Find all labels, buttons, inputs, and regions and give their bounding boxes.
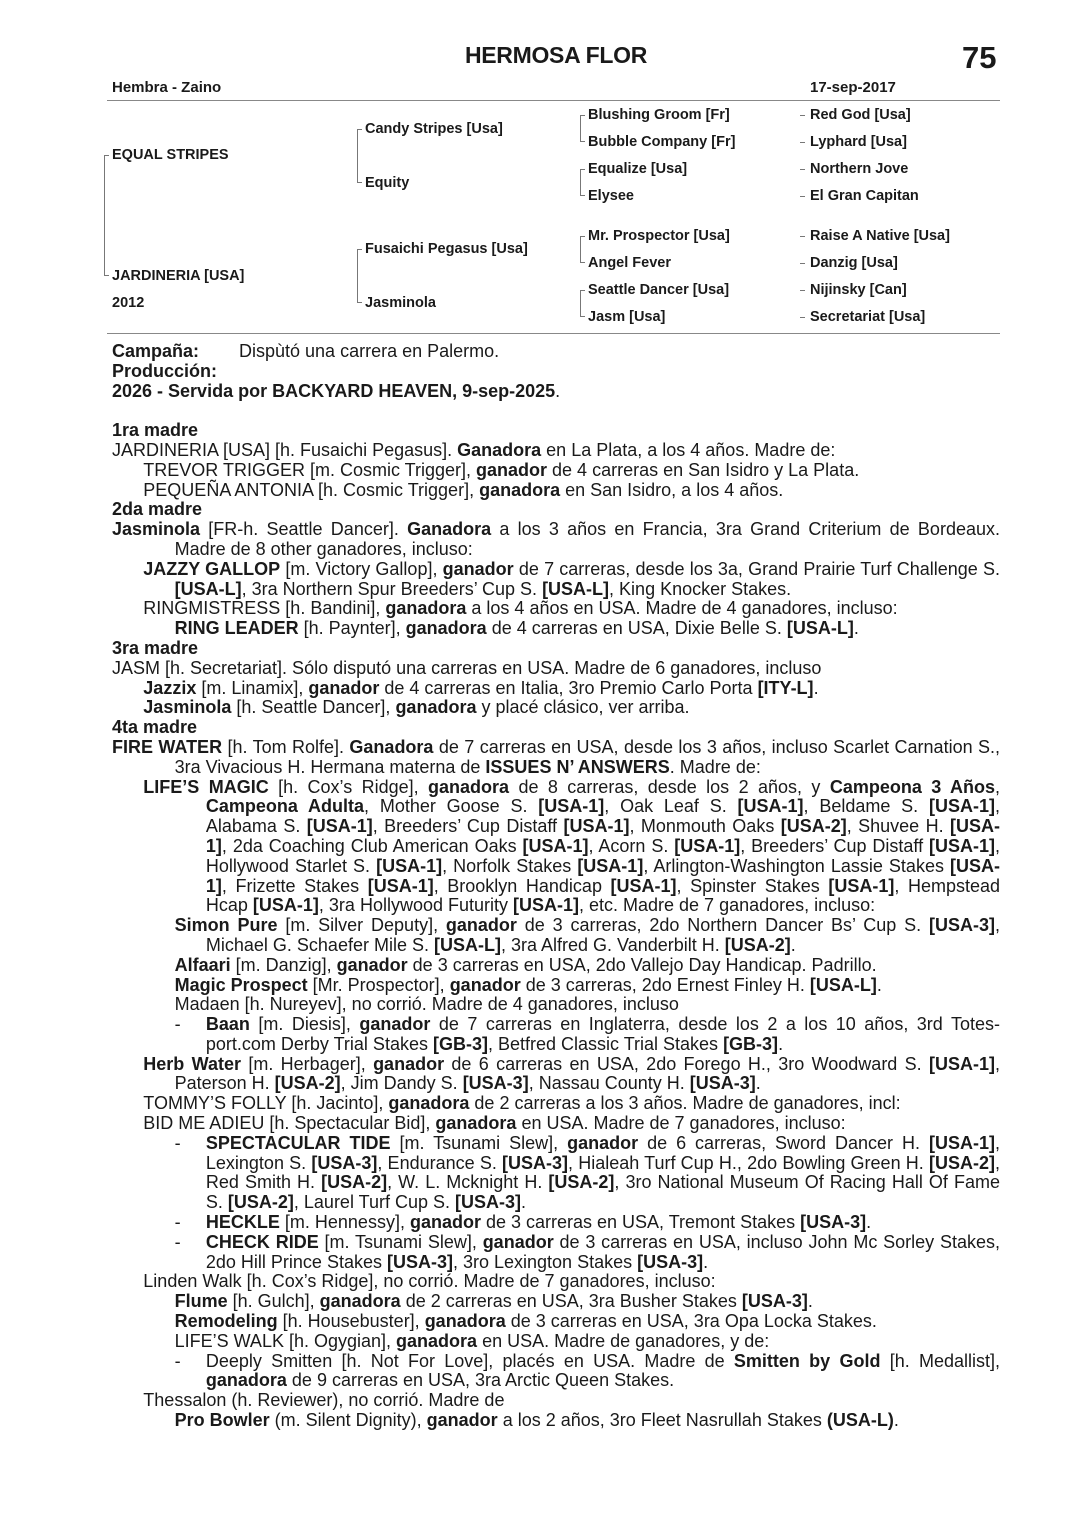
bold-text: FIRE WATER [112,736,223,757]
text: en USA. Madre de 7 ganadores, incluso: [516,1113,846,1134]
text: , Monmouth Oaks [629,816,781,837]
text: Linden Walk [h. Cox’s Ridge], no corrió. Madre de 7 ganadores, incluso: [143,1271,716,1292]
pedigree-great-grandparent: Equalize [Usa] [588,161,688,177]
bold-text: ganador [426,1410,498,1431]
pedigree-great-grandparent: Jasm [Usa] [588,309,666,325]
bold-text: [USA-1] [538,796,605,817]
text: de 2 carreras en USA, 3ra Busher Stakes [400,1291,742,1312]
pedigree-entry [0,698,1000,718]
text: de 7 carreras, desde los 3a, Grand Prairie Turf Challenge S. [513,558,1000,579]
text: [FR-h. Seattle Dancer]. [200,519,408,540]
bold-text: [USA-3] [502,1152,569,1173]
text: . [866,1212,872,1233]
list-dash: - [174,1014,181,1035]
pedigree-connector [800,317,805,318]
text: . [893,1410,899,1431]
text: . Madre de: [669,756,761,777]
pedigree-great-grandparent: Elysee [588,188,634,204]
pedigree-entry [0,520,1000,560]
text: , Acorn S. [588,835,675,856]
list-dash: - [174,1132,181,1153]
text: , Shuvee H. [846,816,950,837]
bold-text: [USA-1] [929,1053,995,1074]
campaign-label: Campaña: [112,341,200,361]
bold-text: ganadora [395,697,477,718]
text: . [778,1033,784,1054]
text: , Hialeah Turf Cup H., 2do Bowling Green H. [568,1152,929,1173]
bold-text: [USA-2] [780,816,847,837]
bold-text: ganadora [385,598,467,619]
text: [m. Hennessy], [279,1212,410,1233]
birth-date: 17-sep-2017 [810,79,896,96]
bold-text: SPECTACULAR TIDE [205,1132,391,1153]
bold-text: [USA-3] [637,1251,704,1272]
bold-text: [USA-1] [928,1132,995,1153]
pedigree-entry [0,1055,1000,1095]
bold-text: [USA-3] [741,1291,808,1312]
text: BID ME ADIEU [h. Spectacular Bid], [143,1113,436,1134]
pedigree-connector [800,263,805,264]
bold-text: Campeona Adulta [205,796,365,817]
bold-text: Pro Bowler [174,1410,270,1431]
text: , Alabama S. [205,796,1000,837]
text: , Norfolk Stakes [442,855,578,876]
text: Madaen [h. Nureyev], no corrió. Madre de 4 ganadores, incluso [174,994,679,1015]
bold-text: [USA-L] [809,974,877,995]
text: [m. Linamix], [196,677,309,698]
bold-text: [GB-3] [432,1033,488,1054]
bold-text: [USA-1] [205,816,1000,856]
bold-text: Smitten by Gold [733,1350,881,1371]
pedigree-entry [0,1312,1000,1332]
bold-text: ganador [373,1053,445,1074]
text: de 3 carreras en USA, 3ra Opa Locka Stakes. [505,1311,877,1332]
pedigree-entry [0,481,1000,501]
bold-text: ganador [567,1132,639,1153]
pedigree-grandparent: Fusaichi Pegasus [Usa] [365,241,528,257]
bold-text: [USA-1] [610,875,677,896]
text: [h. Medallist], [880,1350,1000,1371]
pedigree-great-grandparent: Angel Fever [588,255,671,271]
pedigree-entry [0,738,1000,778]
text: , 3ro Lexington Stakes [452,1251,638,1272]
bold-text: [USA-3] [689,1073,756,1094]
text: de 4 carreras en USA, Dixie Belle S. [486,618,787,639]
bold-text: [USA-L] [542,578,610,599]
bold-text: Baan [205,1014,250,1035]
pedigree-bracket [357,129,358,183]
bold-text: [USA-1] [205,855,1000,896]
pedigree-grandparent: Jasminola [365,295,436,311]
text: de 4 carreras en Italia, 3ro Premio Carlo Porta [379,677,758,698]
text: , Frizette Stakes [221,875,368,896]
bold-text: [USA-1] [928,835,995,856]
dashed-list-item [0,1233,1000,1273]
pedigree-gen4-ancestor: Raise A Native [Usa] [810,228,950,244]
text: , Hollywood Starlet S. [205,835,1000,876]
pedigree-grandparent: Candy Stripes [Usa] [365,121,503,137]
pedigree-entry [0,995,1000,1015]
text: RINGMISTRESS [h. Bandini], [143,598,386,619]
divider [107,100,1000,101]
bold-text: Alfaari [174,954,231,975]
text: , Jim Dandy S. [340,1073,463,1094]
bold-text: LIFE’S MAGIC [143,776,269,797]
text: [h. Housebuster], [277,1311,425,1332]
bold-text: Campeona 3 Años [829,776,995,797]
bold-text: [USA-3] [928,915,995,936]
bold-text: [USA-1] [928,796,995,817]
text: [h. Paynter], [298,618,406,639]
bold-text: ganadora [388,1093,470,1114]
text: . [703,1251,709,1272]
text: de 4 carreras en San Isidro y La Plata. [547,459,860,480]
pedigree-connector [800,169,805,170]
bold-text: [USA-2] [274,1073,341,1094]
text: , Lexington S. [205,1132,1000,1173]
bold-text: Jasminola [112,519,201,540]
bold-text: ganador [359,1014,431,1035]
bold-text: [USA-2] [724,934,791,955]
bold-text: Ganadora [349,736,434,757]
text: [m. Tsunami Slew], [390,1132,568,1153]
text: , 3ra Alfred G. Vanderbilt H. [500,934,725,955]
campaign-text: Dispùtó una carrera en Palermo. [239,341,500,361]
bold-text: [USA-3] [800,1212,867,1233]
text: TOMMY’S FOLLY [h. Jacinto], [143,1093,389,1114]
bold-text: [USA-1] [737,796,804,817]
pedigree-grandparent: Equity [365,175,410,191]
text: de 3 carreras, 2do Ernest Finley H. [520,974,810,995]
pedigree-bracket [580,169,581,196]
pedigree-connector [800,142,805,143]
text: [m. Danzig], [230,954,337,975]
list-dash: - [174,1212,181,1233]
dashed-list-item [0,1134,1000,1213]
pedigree-entry [0,599,1000,619]
bold-text: [USA-1] [563,816,630,837]
bold-text: ganadora [435,1113,517,1134]
pedigree-entry [0,1411,1000,1431]
bold-text: HECKLE [205,1212,280,1233]
text: de 9 carreras en USA, 3ra Arctic Queen Stakes. [286,1370,675,1391]
pedigree-entry [0,560,1000,600]
text: , [995,776,1001,797]
bold-text: [USA-3] [462,1073,529,1094]
pedigree-entry [0,1272,1000,1292]
bold-text: [GB-3] [723,1033,779,1054]
text: a los 4 años en USA. Madre de 4 ganadores, incluso: [466,598,898,619]
bold-text: (USA-L) [826,1410,894,1431]
sex-color: Hembra - Zaino [112,79,222,96]
bold-text: [USA-3] [386,1251,453,1272]
bold-text: Ganadora [457,439,542,460]
text: , Laurel Turf Cup S. [293,1192,455,1213]
text: JARDINERIA [USA] [h. Fusaichi Pegasus]. [112,439,458,460]
text: . [790,934,796,955]
bold-text: Magic Prospect [174,974,308,995]
pedigree-gen4-ancestor: Lyphard [Usa] [810,134,907,150]
pedigree-notes [0,342,1000,1431]
bold-text: [USA-1] [367,875,434,896]
bold-text: [ITY-L] [757,677,814,698]
pedigree-bracket [580,290,581,317]
text: de 2 carreras a los 3 años. Madre de ganadores, incl: [469,1093,901,1114]
text: TREVOR TRIGGER [m. Cosmic Trigger], [143,459,477,480]
text: en USA. Madre de ganadores, y de: [477,1330,770,1351]
text: , Paterson H. [174,1053,1001,1094]
pedigree-gen4-ancestor: Secretariat [Usa] [810,309,926,325]
bold-text: [USA-2] [928,1152,995,1173]
text: en San Isidro, a los 4 años. [560,479,784,500]
text: , 2da Coaching Club American Oaks [221,835,523,856]
text: , Breeders’ Cup Distaff [372,816,564,837]
bold-text: ganadora [205,1370,287,1391]
pedigree-connector [800,115,805,116]
pedigree-gen4-ancestor: Northern Jove [810,161,909,177]
text: [h. Gulch], [227,1291,320,1312]
pedigree-entry [0,778,1000,917]
bold-text: [USA-3] [454,1192,521,1213]
bold-text: Simon Pure [174,915,278,936]
text: , Hempstead Hcap [205,875,1000,916]
pedigree-entry [0,1332,1000,1352]
text: [m. Silver Deputy], [277,915,446,936]
bold-text: [USA-1] [252,895,319,916]
pedigree-entry [0,679,1000,699]
bold-text: ganador [482,1231,554,1252]
bold-text: [USA-2] [548,1172,615,1193]
bold-text: ganador [336,954,408,975]
text: , Oak Leaf S. [604,796,738,817]
text: . [813,677,819,698]
pedigree-great-grandparent: Blushing Groom [Fr] [588,107,730,123]
bold-text: ganador [308,677,380,698]
text: en La Plata, a los 4 años. Madre de: [541,439,836,460]
bold-text: Herb Water [143,1053,241,1074]
bold-text: [USA-L] [174,578,242,599]
bold-text: ganadora [424,1311,506,1332]
pedigree-entry [0,1094,1000,1114]
text: [m. Diesis], [249,1014,360,1035]
text: , Nassau County H. [528,1073,690,1094]
dashed-list-item [0,1352,1000,1392]
text: de 3 carreras en USA, incluso John Mc Sorley Stakes, 2do Hill Prince Stakes [205,1231,1001,1272]
bold-text: ganador [449,974,521,995]
text: . [755,1073,761,1094]
pedigree-entry [0,1292,1000,1312]
bold-text: [USA-1] [376,855,443,876]
bold-text: Remodeling [174,1311,278,1332]
bold-text: Jasminola [143,697,232,718]
text: , Breeders’ Cup Distaff [740,835,929,856]
text: a los 2 años, 3ro Fleet Nasrullah Stakes [497,1410,827,1431]
text: . [807,1291,813,1312]
pedigree-entry [0,441,1000,461]
text: , 3ro National Museum Of Racing Hall Of Fame S. [205,1172,1000,1213]
list-dash: - [174,1231,181,1252]
bold-text: [USA-2] [227,1192,294,1213]
text: , Brooklyn Handicap [433,875,611,896]
pedigree-great-grandparent: Bubble Company [Fr] [588,134,736,150]
text: LIFE’S WALK [h. Ogygian], [174,1330,397,1351]
production-label: Producción: [112,360,218,381]
bold-text: [USA-1] [306,816,373,837]
section-heading: 3ra madre [112,637,199,658]
bold-text: ganador [442,558,514,579]
text: . [853,618,859,639]
text: de 7 carreras en USA, desde los 3 años, incluso Scarlet Carnation S., 3ra Vivacious H. Hermana materna de [174,736,1001,777]
pedigree-great-grandparent: Mr. Prospector [Usa] [588,228,730,244]
bold-text: [USA-1] [577,855,644,876]
text: de 6 carreras en USA, 2do Forego H., 3ro Woodward S. [444,1053,929,1074]
pedigree-entry [0,976,1000,996]
bold-text: Ganadora [407,519,492,540]
pedigree-entry [0,916,1000,956]
bold-text: Jazzix [143,677,197,698]
text: , Michael G. Schaefer Mile S. [205,915,1000,955]
text: [m. Tsunami Slew], [318,1231,483,1252]
pedigree-entry [0,1114,1000,1134]
bold-text: [USA-2] [321,1172,388,1193]
pedigree-bracket [104,155,105,276]
text: [h. Tom Rolfe]. [222,736,350,757]
pedigree-connector [800,236,805,237]
bold-text: [USA-1] [522,835,589,856]
pedigree-gen4-ancestor: Nijinsky [Can] [810,282,907,298]
text: , etc. Madre de 7 ganadores, incluso: [579,895,876,916]
text: , King Knocker Stakes. [609,578,792,599]
pedigree-bracket [580,115,581,142]
production-entry-text: 2026 - Servida por BACKYARD HEAVEN, 9-sep-2025 [112,380,556,401]
pedigree-entry [0,1391,1000,1411]
text: PEQUEÑA ANTONIA [h. Cosmic Trigger], [143,479,480,500]
text: , 3ra Northern Spur Breeders’ Cup S. [241,578,543,599]
pedigree-great-grandparent: Seattle Dancer [Usa] [588,282,730,298]
pedigree-bracket [357,249,358,303]
campaign-line [0,342,1000,362]
bold-text: ganadora [405,618,487,639]
pedigree-entry [0,619,1000,639]
pedigree-connector [800,290,805,291]
text: , Mother Goose S. [364,796,539,817]
bold-text: ganadora [428,776,510,797]
text: Thessalon (h. Reviewer), no corrió. Madre de [143,1390,505,1411]
text: [h. Cox’s Ridge], [268,776,429,797]
text: , Red Smith H. [205,1152,1000,1193]
production-entry-end: . [555,380,561,401]
bold-text: [USA-3] [311,1152,378,1173]
horse-name-title: HERMOSA FLOR [464,42,648,68]
pedigree-bracket [580,236,581,263]
bold-text: [USA-1] [828,875,895,896]
bold-text: ganadora [396,1330,478,1351]
section-heading: 4ta madre [112,717,198,738]
pedigree-entry [0,461,1000,481]
text: , 3ra Hollywood Futurity [318,895,513,916]
pedigree-gen4-ancestor: Danzig [Usa] [810,255,898,271]
text: , Endurance S. [377,1152,503,1173]
text: de 6 carreras, Sword Dancer H. [638,1132,929,1153]
text: de 3 carreras en USA, 2do Vallejo Day Handicap. Padrillo. [407,954,877,975]
dashed-list-item [0,1015,1000,1055]
bold-text: RING LEADER [174,618,299,639]
bold-text: CHECK RIDE [205,1231,319,1252]
section-heading: 1ra madre [112,420,199,441]
pedigree-connector [800,196,805,197]
bold-text: [USA-1] [513,895,579,916]
text: [Mr. Prospector], [307,974,450,995]
text: JASM [h. Secretariat]. Sólo disputó una carreras en USA. Madre de 6 ganadores, incluso [112,657,822,678]
dashed-list-item [0,1213,1000,1233]
bold-text: ganador [409,1212,481,1233]
section-heading: 2da madre [112,499,203,520]
pedigree-entry [0,659,1000,679]
text: de 8 carreras, desde los 2 años, y [509,776,830,797]
bold-text: JAZZY GALLOP [143,558,281,579]
production-entry [0,382,1000,402]
text: , Betfred Classic Trial Stakes [487,1033,724,1054]
bold-text: ganadora [479,479,561,500]
bold-text: ISSUES N’ ANSWERS [485,756,670,777]
pedigree-dam-year: 2012 [112,295,145,311]
pedigree-gen4-ancestor: Red God [Usa] [810,107,911,123]
page-number: 75 [962,40,997,75]
text: [h. Seattle Dancer], [231,697,396,718]
text: , Beldame S. [803,796,929,817]
text: . [520,1192,526,1213]
text: . [876,974,882,995]
text: y placé clásico, ver arriba. [476,697,690,718]
bold-text: ganador [445,915,517,936]
text: , Arlington-Washington Lassie Stakes [643,855,950,876]
text: , Spinster Stakes [676,875,829,896]
pedigree-dam: JARDINERIA [USA] [112,268,245,284]
text: [m. Victory Gallop], [280,558,443,579]
list-dash: - [174,1350,181,1371]
divider [107,333,1000,334]
text: , W. L. Mcknight H. [387,1172,549,1193]
pedigree-sire: EQUAL STRIPES [112,147,229,163]
text: de 3 carreras en USA, Tremont Stakes [480,1212,801,1233]
pedigree-gen4-ancestor: El Gran Capitan [810,188,919,204]
pedigree-entry [0,956,1000,976]
bold-text: ganadora [319,1291,401,1312]
text: Deeply Smitten [h. Not For Love], placés en USA. Madre de [205,1350,734,1371]
text: de 3 carreras, 2do Northern Dancer Bs’ Cup S. [516,915,929,936]
bold-text: [USA-L] [433,934,501,955]
bold-text: Flume [174,1291,228,1312]
text: (m. Silent Dignity), [269,1410,427,1431]
text: [m. Herbager], [241,1053,374,1074]
bold-text: [USA-L] [786,618,854,639]
bold-text: [USA-1] [674,835,741,856]
text: a los 3 años en Francia, 3ra Grand Criterium de Bordeaux. Madre de 8 other ganadores, incluso: [174,519,1000,559]
bold-text: ganador [476,459,548,480]
text: de 7 carreras en Inglaterra, desde los 2 a los 10 años, 3rd Totes- port.com Derby Trial Stakes [205,1014,1000,1054]
